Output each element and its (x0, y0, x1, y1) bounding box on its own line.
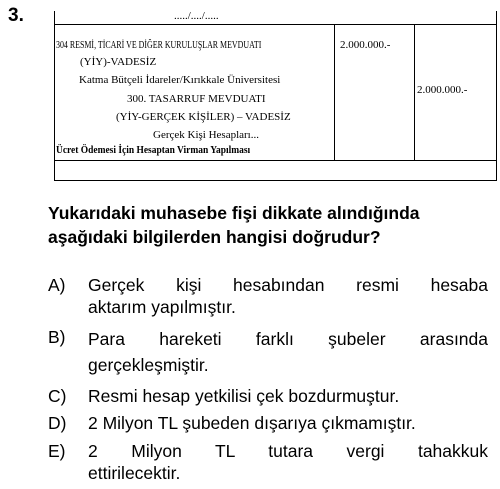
question-line-1: Yukarıdaki muhasebe fişi dikkate alındığında (48, 203, 420, 223)
journal-right-border (496, 11, 497, 181)
credit-amount: 2.000.000.- (417, 84, 468, 96)
option-e-letter: E) (48, 441, 66, 461)
journal-bottom-border (54, 180, 497, 181)
option-a[interactable] (48, 274, 488, 318)
option-e-line-2: ettirilecektir. (88, 463, 181, 483)
credit-account-line-1: 300. TASARRUF MEVDUATI (127, 93, 266, 105)
option-b-letter: B) (48, 327, 66, 347)
debit-account-line-1-text: 304 RESMİ, TİCARİ VE DİĞER KURULUŞLAR MEVDUATI (56, 39, 262, 51)
debit-account-line-3: Katma Bütçeli İdareler/Kırıkkale Üniversitesi (79, 74, 281, 86)
journal-top-border (54, 24, 497, 25)
option-a-line-1: Gerçek kişi hesabından resmi hesaba (88, 275, 488, 295)
question-stem (48, 201, 488, 249)
debit-account-line-2: (YİY)-VADESİZ (80, 56, 157, 68)
option-c-line-1: Resmi hesap yetkilisi çek bozdurmuştur. (88, 386, 400, 406)
option-a-letter: A) (48, 275, 66, 295)
option-b[interactable] (48, 326, 488, 374)
option-c-letter: C) (48, 386, 67, 406)
option-e-line-1: 2 Milyon TL tutara vergi tahakkuk (88, 441, 488, 461)
credit-account-line-2: (YİY-GERÇEK KİŞİLER) – VADESİZ (116, 111, 291, 123)
credit-account-line-3: Gerçek Kişi Hesapları... (153, 129, 259, 141)
journal-description (56, 144, 282, 157)
journal-voucher (52, 11, 500, 181)
option-b-line-2: gerçekleşmiştir. (88, 355, 209, 375)
journal-description-text: Ücret Ödemesi İçin Hesaptan Virman Yapılması (56, 144, 251, 156)
question-line-2: aşağıdaki bilgilerden hangisi doğrudur? (48, 227, 381, 247)
option-d-line-1: 2 Milyon TL şubeden dışarıya çıkmamıştır. (88, 413, 416, 433)
debit-account-line-1 (56, 39, 341, 52)
option-d-letter: D) (48, 413, 67, 433)
journal-credit-column-divider (414, 24, 415, 160)
debit-amount: 2.000.000.- (340, 39, 391, 51)
journal-row-divider (54, 160, 497, 161)
option-b-line-1: Para hareketi farklı şubeler arasında (88, 329, 488, 349)
journal-left-border (54, 11, 55, 181)
question-number: 3. (8, 5, 24, 26)
option-e[interactable] (48, 440, 488, 484)
journal-date: ...../..../..... (174, 10, 219, 22)
option-a-line-2: aktarım yapılmıştır. (88, 297, 236, 317)
